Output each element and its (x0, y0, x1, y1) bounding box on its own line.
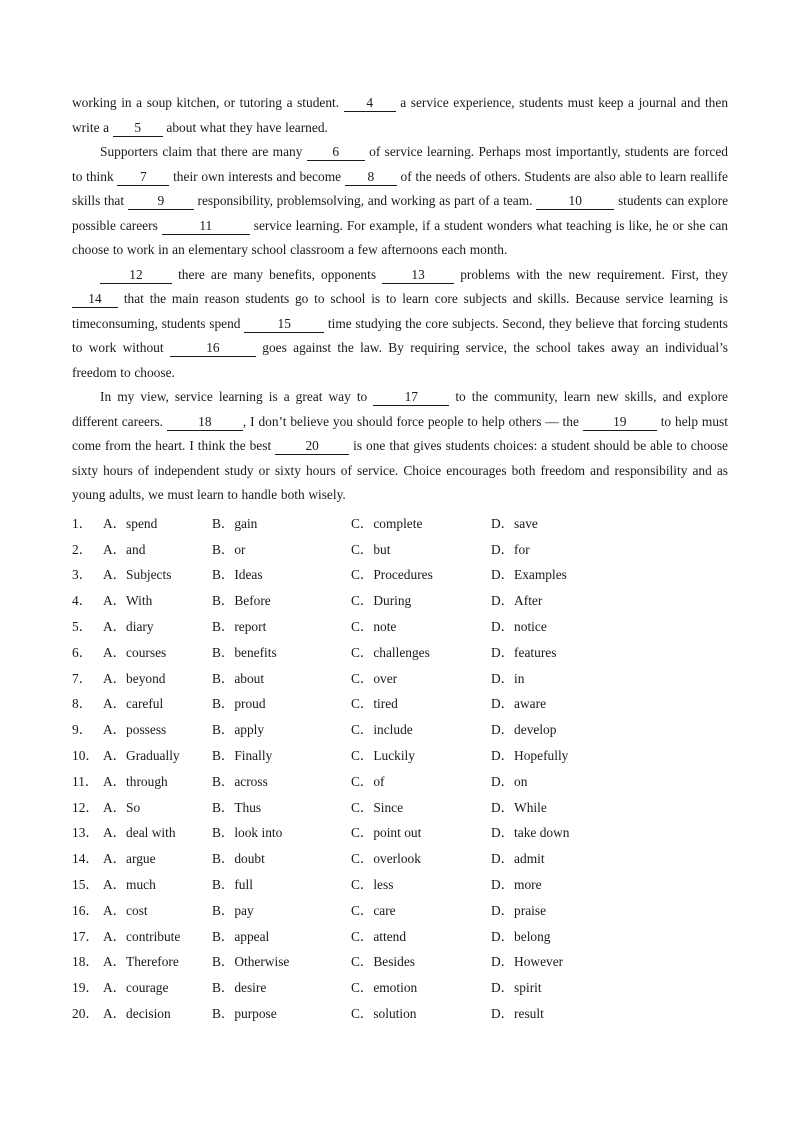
passage-text: there are many benefits, opponents (172, 266, 383, 282)
option-d[interactable]: D．in (491, 670, 525, 686)
passage-text: Supporters claim that there are many (100, 144, 307, 159)
option-c[interactable]: C．Procedures (351, 567, 433, 583)
passage-text: that the main reason students go to school is to learn core subjects and skills. Because service learning is timeconsuming, students spend (72, 291, 728, 331)
option-a[interactable]: A．deal with (103, 825, 176, 841)
document-page (72, 91, 728, 1025)
option-a[interactable]: A．Subjects (103, 567, 172, 583)
option-b[interactable]: B．apply (212, 722, 265, 738)
option-d[interactable]: D．spirit (491, 980, 542, 996)
blank-7[interactable]: 7 (117, 169, 169, 186)
option-a[interactable]: A．and (103, 541, 146, 557)
option-a[interactable]: A．possess (103, 722, 167, 738)
question-row (72, 974, 728, 1000)
option-d[interactable]: D．features (491, 644, 557, 660)
option-c[interactable]: C．but (351, 541, 391, 557)
option-a[interactable]: A．argue (103, 851, 156, 867)
option-c[interactable]: C．point out (351, 825, 422, 841)
question-number: 6． (72, 644, 93, 660)
blank-15[interactable]: 15 (244, 316, 324, 333)
blank-9[interactable]: 9 (128, 193, 194, 210)
passage-text: to help must come from the heart. I think the best (72, 413, 728, 453)
option-b[interactable]: B．proud (212, 696, 266, 712)
blank-11[interactable]: 11 (162, 218, 250, 235)
question-row (72, 819, 728, 845)
question-row (72, 535, 728, 561)
question-row (72, 871, 728, 897)
question-number: 18． (72, 954, 99, 970)
option-c[interactable]: C．During (351, 593, 412, 609)
passage-text: of the needs of others. Students are also able to learn reallife skills that (72, 168, 728, 208)
passage-text: a service experience, students must keep a journal and then write a (72, 95, 729, 135)
option-d[interactable]: D．for (491, 541, 530, 557)
question-row (72, 1000, 728, 1026)
option-c[interactable]: C．less (351, 877, 394, 893)
option-d[interactable]: D．Hopefully (491, 748, 569, 764)
option-b[interactable]: B．Thus (212, 799, 262, 815)
option-c[interactable]: C．over (351, 670, 398, 686)
option-d[interactable]: D．While (491, 799, 547, 815)
option-c[interactable]: C．complete (351, 515, 423, 531)
option-a[interactable]: A．decision (103, 1006, 171, 1022)
question-number: 19． (72, 980, 99, 996)
blank-19[interactable]: 19 (583, 414, 657, 431)
option-b[interactable]: B．report (212, 619, 267, 635)
passage-text: In my view, service learning is a great way to (100, 389, 374, 404)
option-d[interactable]: D．Examples (491, 567, 567, 583)
option-c[interactable]: C．Since (351, 799, 404, 815)
option-a[interactable]: A．beyond (103, 670, 166, 686)
option-c[interactable]: C．note (351, 619, 397, 635)
option-d[interactable]: D．develop (491, 722, 557, 738)
option-a[interactable]: A．spend (103, 515, 158, 531)
paragraph-4 (72, 385, 728, 508)
option-c[interactable]: C．emotion (351, 980, 418, 996)
passage-text: their own interests and become (169, 168, 345, 184)
option-a[interactable]: A．courses (103, 644, 167, 660)
question-number: 7． (72, 670, 93, 686)
option-b[interactable]: B．benefits (212, 644, 277, 660)
blank-20[interactable]: 20 (275, 438, 349, 455)
option-d[interactable]: D．belong (491, 928, 551, 944)
passage-text: responsibility, problemsolving, and working as part of a team. (193, 193, 537, 208)
passage-text: problems with the new requirement. First, they (454, 266, 728, 282)
question-row (72, 767, 728, 793)
option-c[interactable]: C．tired (351, 696, 398, 712)
question-number: 5． (72, 619, 93, 635)
option-c[interactable]: C．Besides (351, 954, 415, 970)
option-d[interactable]: D．After (491, 593, 543, 609)
option-a[interactable]: A．diary (103, 619, 154, 635)
option-b[interactable]: B．Before (212, 593, 271, 609)
blank-8[interactable]: 8 (345, 169, 397, 186)
option-b[interactable]: B．desire (212, 980, 267, 996)
option-a[interactable]: A．Gradually (103, 748, 180, 764)
question-row (72, 948, 728, 974)
option-b[interactable]: B．pay (212, 902, 254, 918)
option-d[interactable]: D．aware (491, 696, 547, 712)
option-c[interactable]: C．of (351, 773, 385, 789)
question-row (72, 922, 728, 948)
option-d[interactable]: D．However (491, 954, 564, 970)
option-a[interactable]: A．contribute (103, 928, 181, 944)
passage-text: goes against the law. By requiring service, the school takes away an individual’s freedom to choose. (72, 340, 729, 380)
option-a[interactable]: A．cost (103, 902, 148, 918)
passage-text: to the community, learn new skills, and explore different careers. (72, 389, 728, 429)
blank-13[interactable]: 13 (382, 267, 454, 284)
question-number: 13． (72, 825, 99, 841)
option-b[interactable]: B．about (212, 670, 265, 686)
question-number: 20． (72, 1006, 99, 1022)
blank-12[interactable]: 12 (100, 267, 172, 284)
answer-options (72, 510, 728, 1026)
question-number: 2． (72, 541, 93, 557)
option-d[interactable]: D．notice (491, 619, 547, 635)
option-c[interactable]: C．include (351, 722, 413, 738)
question-row (72, 561, 728, 587)
question-number: 4． (72, 593, 93, 609)
option-d[interactable]: D．admit (491, 851, 545, 867)
question-number: 8． (72, 696, 93, 712)
question-row (72, 793, 728, 819)
option-b[interactable]: B．Finally (212, 748, 273, 764)
question-row (72, 587, 728, 613)
blank-14[interactable]: 14 (72, 291, 118, 308)
question-row (72, 716, 728, 742)
option-c[interactable]: C．care (351, 902, 396, 918)
option-c[interactable]: C．Luckily (351, 748, 415, 764)
question-number: 17． (72, 928, 99, 944)
question-number: 3． (72, 567, 93, 583)
blank-5[interactable]: 5 (113, 120, 163, 137)
question-row (72, 664, 728, 690)
passage-text: of service learning. Perhaps most importantly, students are forced to think (72, 144, 729, 184)
question-row (72, 638, 728, 664)
question-row (72, 510, 728, 536)
question-number: 15． (72, 877, 99, 893)
option-a[interactable]: A．With (103, 593, 153, 609)
option-d[interactable]: D．on (491, 773, 528, 789)
option-b[interactable]: B．look into (212, 825, 283, 841)
option-a[interactable]: A．careful (103, 696, 164, 712)
option-d[interactable]: D．take down (491, 825, 570, 841)
option-c[interactable]: C．challenges (351, 644, 430, 660)
question-number: 10． (72, 748, 99, 764)
option-b[interactable]: B．Otherwise (212, 954, 290, 970)
option-d[interactable]: D．more (491, 877, 542, 893)
option-b[interactable]: B．appeal (212, 928, 270, 944)
option-a[interactable]: A．courage (103, 980, 169, 996)
option-b[interactable]: B．doubt (212, 851, 265, 867)
passage-text: is one that gives students choices: a student should be able to choose sixty hours of independent study or sixty hours of service. Choice encourages both freedom and responsibility and as young adults, we must learn to handle both wisely. (72, 438, 728, 502)
option-b[interactable]: B．Ideas (212, 567, 263, 583)
option-c[interactable]: C．attend (351, 928, 407, 944)
paragraph-3 (72, 263, 728, 386)
question-number: 11． (72, 773, 99, 789)
option-c[interactable]: C．solution (351, 1006, 417, 1022)
blank-4[interactable]: 4 (344, 95, 396, 112)
option-a[interactable]: A．Therefore (103, 954, 179, 970)
option-d[interactable]: D．result (491, 1006, 544, 1022)
question-number: 12． (72, 799, 99, 815)
passage-text: , I don’t believe you should force people to help others — the (242, 413, 583, 429)
option-d[interactable]: D．praise (491, 902, 547, 918)
question-number: 16． (72, 902, 99, 918)
passage-text: about what they have learned. (162, 119, 328, 135)
option-b[interactable]: B．full (212, 877, 253, 893)
option-b[interactable]: B．across (212, 773, 268, 789)
option-a[interactable]: A．much (103, 877, 156, 893)
question-row (72, 613, 728, 639)
blank-10[interactable]: 10 (536, 193, 614, 210)
passage-text: working in a soup kitchen, or tutoring a student. (72, 95, 344, 110)
option-c[interactable]: C．overlook (351, 851, 421, 867)
passage-text: service learning. For example, if a student wonders what teaching is like, he or she can choose to work in an elementary school classroom a few afternoons each month. (72, 217, 729, 257)
option-d[interactable]: D．save (491, 515, 538, 531)
question-number: 1． (72, 515, 93, 531)
question-row (72, 896, 728, 922)
passage-text: students can explore possible careers (72, 193, 729, 233)
option-b[interactable]: B．or (212, 541, 246, 557)
question-row (72, 690, 728, 716)
question-number: 9． (72, 722, 93, 738)
option-b[interactable]: B．purpose (212, 1006, 277, 1022)
option-b[interactable]: B．gain (212, 515, 258, 531)
question-row (72, 845, 728, 871)
passage-text: time studying the core subjects. Second, they believe that forcing students to work without (72, 315, 728, 355)
question-number: 14． (72, 851, 99, 867)
option-a[interactable]: A．through (103, 773, 168, 789)
blank-16[interactable]: 16 (170, 340, 256, 357)
paragraph-1 (72, 91, 728, 140)
paragraph-2 (72, 140, 728, 263)
question-row (72, 742, 728, 768)
option-a[interactable]: A．So (103, 799, 141, 815)
blank-18[interactable]: 18 (167, 414, 243, 431)
blank-17[interactable]: 17 (373, 389, 449, 406)
blank-6[interactable]: 6 (307, 144, 365, 161)
